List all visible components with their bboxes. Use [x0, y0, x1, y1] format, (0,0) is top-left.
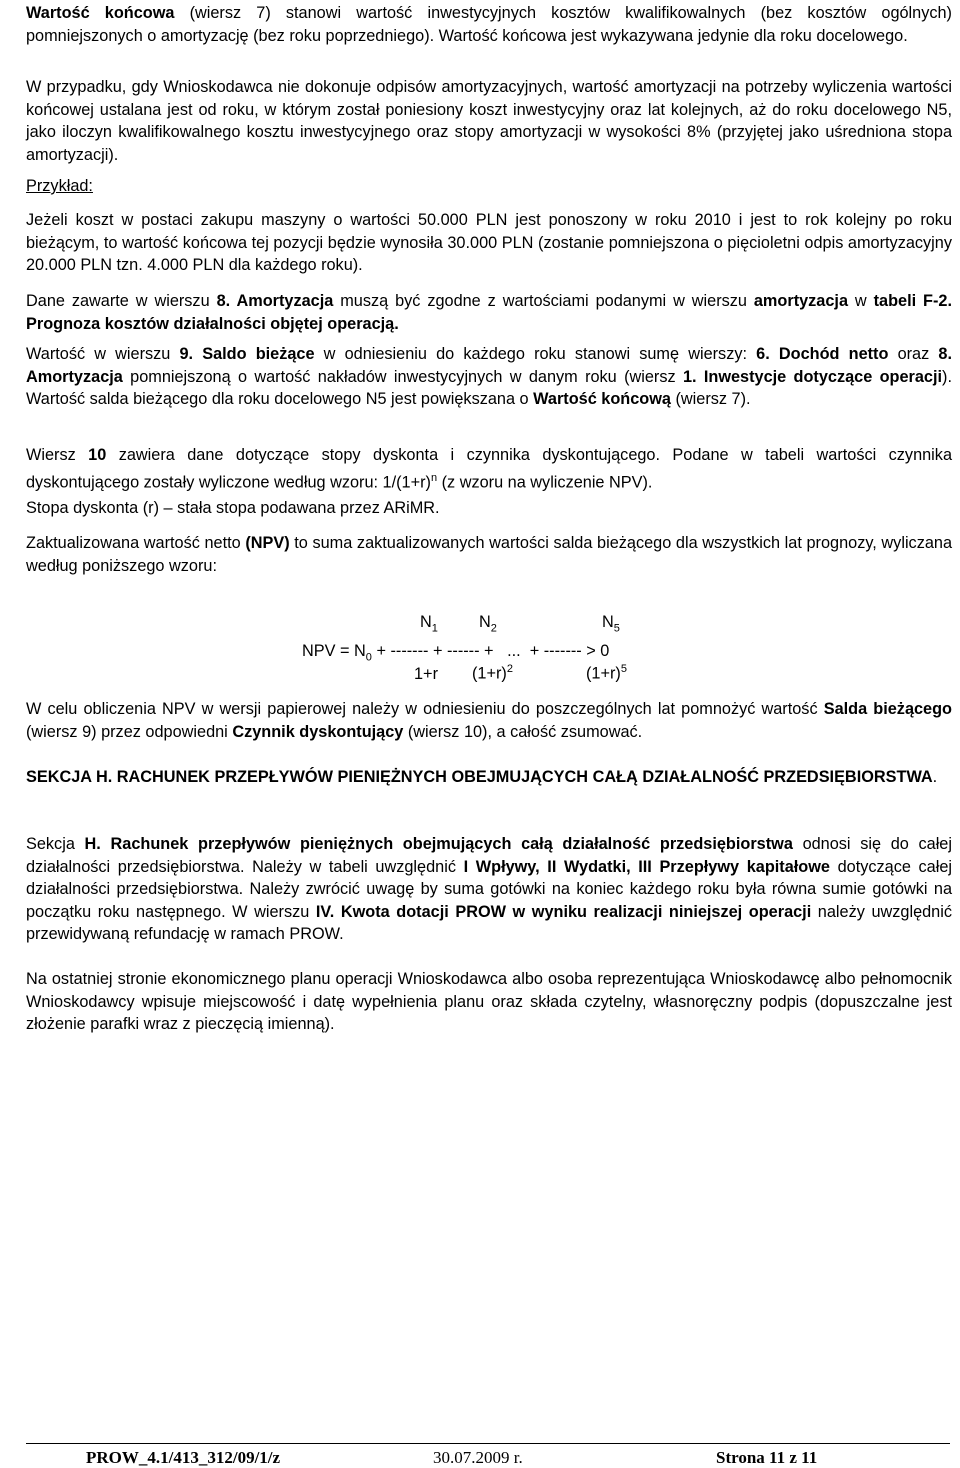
paragraph-text: (wiersz 7) stanowi wartość inwestycyjnych kosztów kwalifikowalnych (bez kosztów ogólnych) pomniejszonych o amortyzację (bez roku poprzedniego). Wartość końcowa jest wykazywana jedynie dla roku docelowego. [26, 4, 952, 45]
subscript: 2 [490, 622, 497, 635]
footer-document-code: PROW_4.1/413_312/09/1/z [86, 1448, 281, 1467]
text: + ------- + ------ + ... + ------- > 0 [371, 642, 610, 660]
paragraph-example: Jeżeli koszt w postaci zakupu maszyny o wartości 50.000 PLN jest ponoszony w roku 2010 i jest to rok kolejny po roku bieżącym, to wartość końcowa tej pozycji będzie wynosiła 30.000 PLN (zostanie pomniejszona o pięcioletni odpis amortyzacyjny 20.000 PLN tzn. 4.000 PLN dla każdego roku). [26, 211, 952, 275]
text: muszą być zgodne z wartościami podanymi w wierszu [333, 292, 754, 310]
text: (wiersz 9) przez odpowiedni [26, 722, 233, 741]
bold-text: I Wpływy, II Wydatki, III Przepływy kapitałowe [463, 857, 830, 876]
formula-numerator-2 [479, 613, 497, 634]
bold-text: amortyzacja [753, 292, 848, 310]
term-final-value: Wartość końcowa [26, 4, 175, 22]
text: Sekcja [26, 835, 85, 853]
formula-denominator-1 [414, 665, 438, 684]
text: Wiersz [26, 446, 89, 464]
text: w odniesieniu do każdego roku stanowi sumę wierszy: [314, 345, 757, 363]
bold-text: IV. Kwota dotacji PROW w wyniku realizacji niniejszej operacji [315, 902, 812, 921]
bold-text: 10 [88, 446, 107, 464]
bold-text: (NPV) [245, 534, 290, 552]
text: . [932, 768, 938, 786]
bold-text: Salda bieżącego [823, 700, 952, 718]
text: Zaktualizowana wartość netto [26, 534, 246, 552]
text: (wiersz 10), a całość zsumować. [403, 722, 643, 741]
text: (1+r) [586, 664, 621, 683]
text: Dane zawarte w wierszu [26, 292, 217, 310]
subscript: 0 [365, 651, 372, 664]
paragraph-amortization: W przypadku, gdy Wnioskodawca nie dokonuje odpisów amortyzacyjnych, wartość amortyzacji na potrzeby wyliczenia wartości końcowej ustalana jest od roku, w którym został poniesiony koszt inwestycyjny oraz lat kolejnych, aż do roku docelowego N5, jako iloczyn kwalifikowalnego kosztu inwestycyjnego oraz stopy amortyzacji w wysokości 8% (przyjętej jako uśredniona stopa amortyzacji). [26, 78, 952, 164]
bold-text: 8. Amortyzacja [216, 292, 334, 310]
paragraph-npv [26, 532, 952, 577]
bold-text: 6. Dochód netto [756, 345, 889, 363]
superscript: 5 [620, 663, 627, 675]
text: należy uwzględnić przewidywaną refundację w ramach PROW. [26, 902, 952, 944]
text: to suma zaktualizowanych wartości salda bieżącego dla wszystkich lat prognozy, wyliczana według poniższego wzoru: [26, 534, 953, 575]
bold-text: 1. Inwestycje dotyczące operacji [682, 367, 943, 386]
bold-text: SEKCJA H. RACHUNEK PRZEPŁYWÓW PIENIĘŻNYCH OBEJMUJĄCYCH CAŁĄ DZIAŁALNOŚĆ PRZEDSIĘBIORSTWA [26, 768, 933, 786]
example-label: Przykład: [26, 177, 93, 195]
paragraph-row-9 [26, 343, 952, 411]
text: zawiera dane dotyczące stopy dyskonta i czynnika dyskontującego. Podane w tabeli wartości czynnika dyskontującego zostały wyliczone według wzoru: 1/(1+r) [26, 446, 952, 492]
text: (z wzoru na wyliczenie NPV). [437, 473, 653, 492]
footer-date: 30.07.2009 r. [433, 1448, 523, 1467]
superscript: 2 [506, 663, 513, 675]
subscript: 5 [613, 622, 620, 635]
bold-text: Czynnik dyskontujący [232, 722, 404, 741]
footer-page-number: Strona 11 z 11 [716, 1448, 818, 1467]
bold-text: Wartość końcową [533, 390, 671, 409]
paragraph-row-10 [26, 444, 952, 494]
formula-denominator-5 [586, 663, 627, 683]
bold-text: H. Rachunek przepływów pieniężnych obejmujących całą działalność przedsiębiorstwa [84, 835, 793, 853]
subscript: 1 [431, 622, 438, 635]
formula-main-line [302, 642, 609, 663]
footer-divider [26, 1443, 950, 1444]
text: (1+r) [472, 664, 507, 683]
text: NPV = N [302, 642, 366, 660]
text: dotyczące całej działalności przedsiębiorstwa. Należy zwrócić uwagę by suma gotówki na koniec każdego roku była równa sumie gotówki na początku roku następnego. W wierszu [26, 857, 952, 921]
text: odnosi się do całej działalności przedsiębiorstwa. Należy w tabeli uwzględnić [26, 835, 952, 876]
paragraph-signature: Na ostatniej stronie ekonomicznego planu operacji Wnioskodawca albo osoba reprezentująca Wnioskodawcę albo pełnomocnik Wnioskodawcy wpisuje miejscowość i datę wypełnienia planu oraz składa czytelny, własnoręczny podpis (dopuszczalne jest złożenie parafki wraz z pieczęcią imienną). [26, 970, 952, 1034]
text: w [848, 292, 874, 310]
formula-denominator-2 [472, 663, 513, 683]
text: 1+r [414, 665, 438, 683]
paragraph-npv-calculation [26, 698, 952, 743]
text: (wiersz 7). [670, 390, 751, 409]
text: N [602, 613, 614, 631]
formula-numerator-1 [420, 613, 438, 634]
formula-numerator-5 [602, 613, 620, 634]
bold-text: tabeli F-2. Prognoza kosztów działalności objętej operacją. [26, 292, 952, 333]
text: Wartość w wierszu [26, 345, 180, 363]
text: oraz [888, 345, 939, 363]
paragraph-discount-rate: Stopa dyskonta (r) – stała stopa podawana przez ARiMR. [26, 499, 440, 517]
bold-text: 9. Saldo bieżące [179, 345, 315, 363]
paragraph-section-h [26, 833, 952, 946]
bold-text: 8. Amortyzacja [26, 345, 952, 386]
text: W celu obliczenia NPV w wersji papierowej należy w odniesieniu do poszczególnych lat pomnożyć wartość [26, 700, 824, 718]
text: N [479, 613, 491, 631]
paragraph-final-value [26, 2, 952, 47]
text: ). Wartość salda bieżącego dla roku docelowego N5 jest powiększana o [26, 367, 952, 409]
superscript: n [430, 471, 438, 484]
text: pomniejszoną o wartość nakładów inwestycyjnych w danym roku (wiersz [122, 367, 683, 386]
text: N [420, 613, 432, 631]
paragraph-row-8 [26, 290, 952, 335]
section-heading [26, 766, 952, 789]
